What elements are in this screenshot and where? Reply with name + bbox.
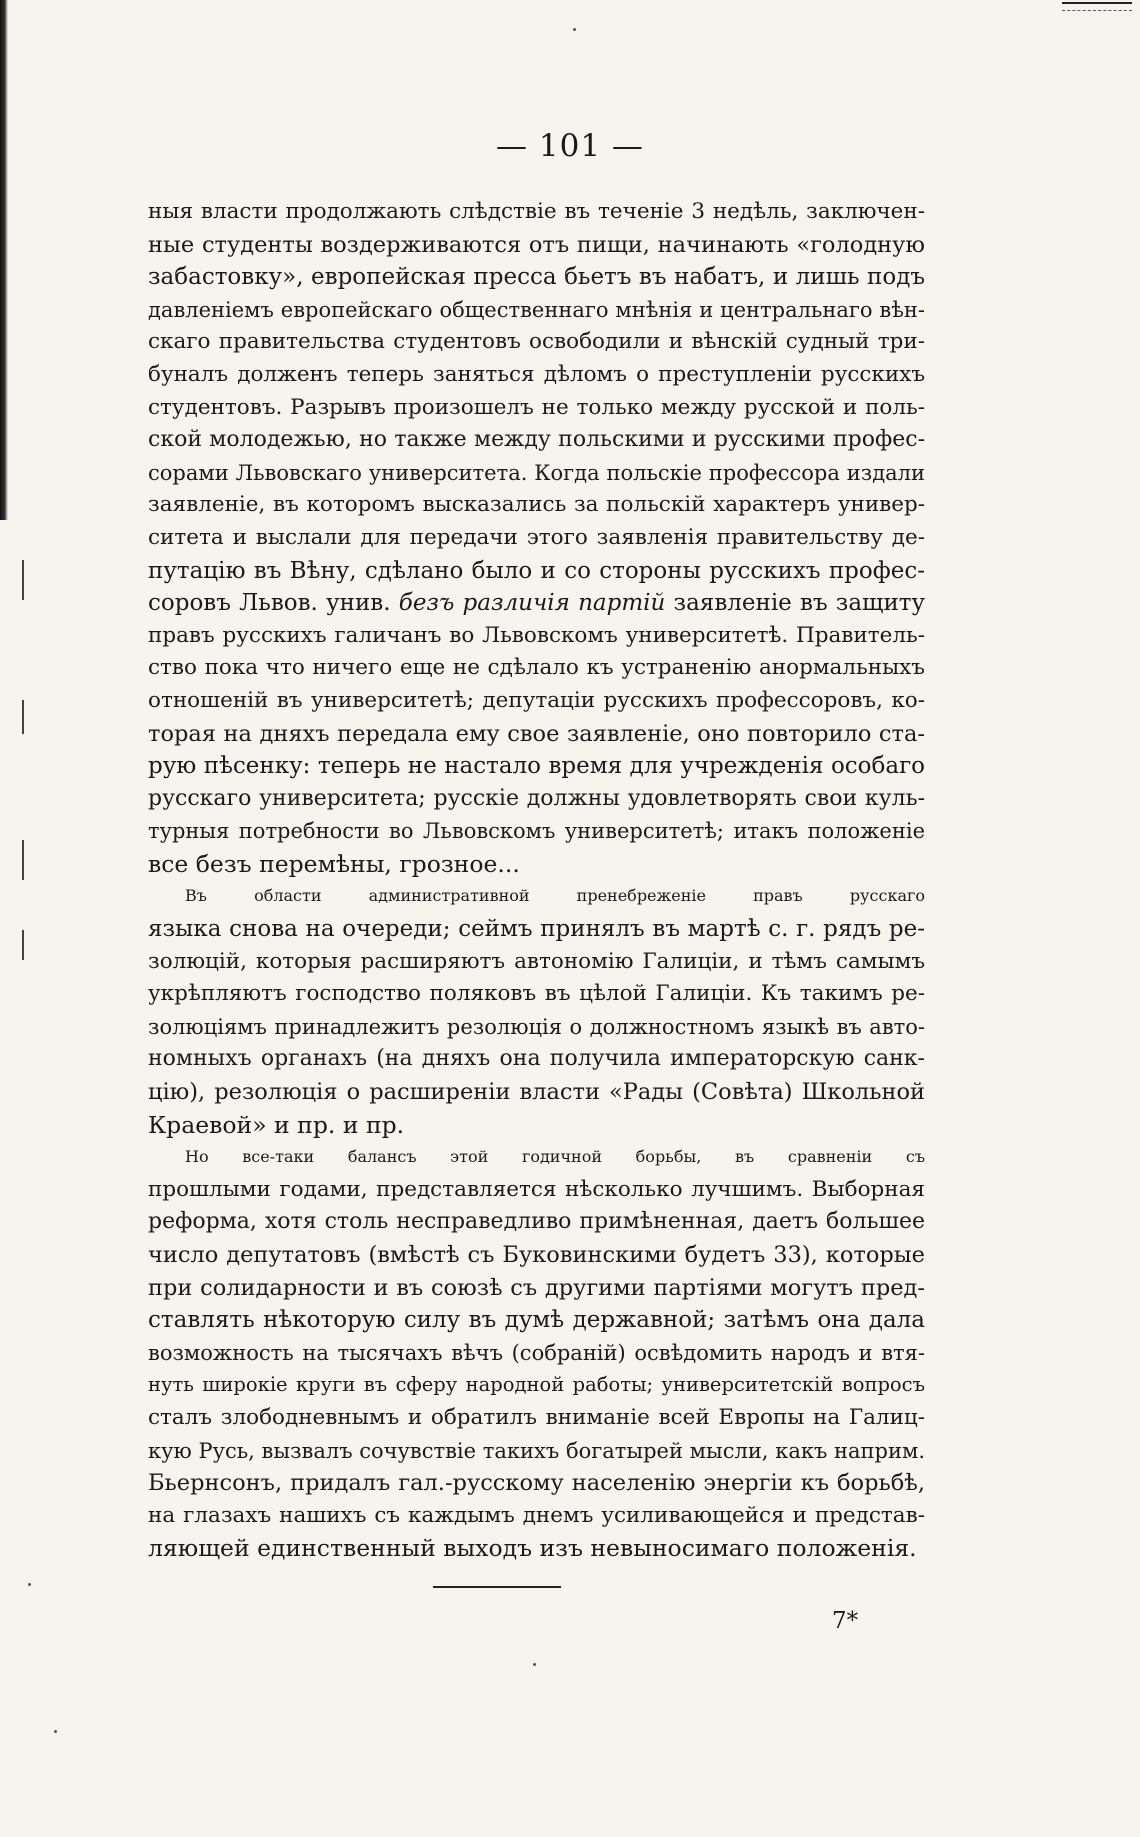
text-line: сталъ злободневнымъ и обратилъ вниманіе всей Европы на Галиц-: [148, 1404, 925, 1430]
text-segment: заявленіе въ защиту: [673, 590, 926, 617]
text-line: языка снова на очереди; сеймъ принялъ въ мартѣ с. г. рядъ ре-: [148, 916, 925, 943]
scan-edge-shadow: [0, 0, 8, 520]
text-line: число депутатовъ (вмѣстѣ съ Буковинскими будетъ 33), которые: [148, 1242, 925, 1268]
text-line: номныхъ органахъ (на дняхъ она получила императорскую санк-: [148, 1046, 925, 1072]
scan-margin-mark: [22, 840, 24, 880]
text-line: рую пѣсенку: теперь не настало время для учрежденія особаго: [148, 753, 925, 780]
text-line: Въ области административной пренебреженіе правъ русскаго: [185, 886, 925, 906]
text-line: все безъ перемѣны, грозное...: [148, 849, 520, 878]
text-line: кую Русь, вызвалъ сочувствіе такихъ богатырей мысли, какъ наприм.: [148, 1438, 925, 1463]
text-line: отношеній въ университетѣ; депутаціи русскихъ профессоровъ, ко-: [148, 687, 925, 713]
text-line: студентовъ. Разрывъ произошелъ не только между русской и поль-: [148, 394, 925, 420]
text-line: русскаго университета; русскіе должны удовлетворять свои куль-: [148, 785, 925, 811]
text-line: Краевой» и пр. и пр.: [148, 1110, 405, 1139]
text-line: путацію въ Вѣну, сдѣлано было и со стороны русскихъ профес-: [148, 557, 925, 584]
text-line-mixed: [148, 587, 925, 620]
text-line: скаго правительства студентовъ освободили и вѣнскій судный три-: [148, 329, 925, 355]
text-segment: соровъ Львов. унив.: [148, 590, 391, 617]
text-line: нуть широкіе круги въ сферу народной работы; университетскій вопросъ: [148, 1373, 925, 1397]
text-line: Но все-таки балансъ этой годичной борьбы, въ сравненіи съ: [185, 1147, 925, 1167]
text-line: ные студенты воздерживаются отъ пищи, начинають «голодную: [148, 231, 925, 258]
text-line: турныя потребности во Львовскомъ университетѣ; итакъ положеніе: [148, 819, 925, 844]
text-line: забастовку», европейская пресса бьетъ въ набатъ, и лишь подъ: [148, 264, 925, 291]
text-line: цію), резолюція о расширеніи власти «Рады (Совѣта) Школьной: [148, 1079, 925, 1106]
paragraph-2: [148, 880, 925, 1141]
scan-margin-mark: [22, 560, 24, 600]
text-line: на глазахъ нашихъ съ каждымъ днемъ усиливающейся и представ-: [148, 1502, 925, 1528]
page-number: — 101 —: [496, 128, 644, 164]
paragraph-1: [148, 196, 925, 880]
scan-margin-mark: [22, 700, 24, 734]
scan-speck: [573, 28, 576, 31]
text-line: ситета и выслали для передачи этого заявленія правительству де-: [148, 524, 925, 550]
scan-speck: [533, 1663, 536, 1666]
text-line: правъ русскихъ галичанъ во Львовскомъ университетѣ. Правитель-: [148, 622, 925, 648]
text-line: ныя власти продолжають слѣдствіе въ теченіе 3 недѣль, заключен-: [148, 199, 925, 224]
text-line: прошлыми годами, представляется нѣсколько лучшимъ. Выборная: [148, 1176, 925, 1202]
text-line: сорами Львовскаго университета. Когда польскіе профессора издали: [148, 460, 925, 485]
text-line: ство пока что ничего еще не сдѣлало къ устраненію анормальныхъ: [148, 655, 925, 681]
text-line: заявленіе, въ которомъ высказались за польскій характеръ универ-: [148, 492, 925, 518]
italic-emphasis: безъ различія партій: [398, 590, 666, 617]
text-line: буналъ долженъ теперь заняться дѣломъ о преступленіи русскихъ: [148, 361, 925, 387]
text-line: реформа, хотя столь несправедливо примѣненная, даетъ большее: [148, 1209, 925, 1235]
text-line: Бьернсонъ, придалъ гал.-русскому населенію энергіи къ борьбѣ,: [148, 1470, 925, 1497]
text-line: ставлять нѣкоторую силу въ думѣ державной; затѣмъ она дала: [148, 1307, 925, 1334]
text-line: возможность на тысячахъ вѣчъ (собраній) освѣдомить народъ и втя-: [148, 1340, 925, 1365]
section-rule: [433, 1586, 561, 1588]
body-text: [148, 196, 925, 1565]
text-line: ской молодежью, но также между польскими и русскими профес-: [148, 427, 925, 453]
text-line: золюціямъ принадлежитъ резолюція о должностномъ языкѣ въ авто-: [148, 1014, 925, 1039]
text-line: торая на дняхъ передала ему свое заявленіе, оно повторило ста-: [148, 720, 925, 747]
scan-speck: [28, 1583, 31, 1586]
signature-mark: 7*: [832, 1608, 859, 1634]
text-line: укрѣпляютъ господство поляковъ въ цѣлой Галиціи. Къ такимъ ре-: [148, 981, 925, 1007]
paragraph-3: [148, 1141, 925, 1565]
text-line: при солидарности и въ союзѣ съ другими партіями могутъ пред-: [148, 1274, 925, 1301]
scan-margin-mark: [22, 930, 24, 960]
scan-corner-mark: [1062, 2, 1132, 11]
text-line: давленіемъ европейскаго общественнаго мнѣнія и центральнаго вѣн-: [148, 297, 925, 322]
text-line: золюцій, которыя расширяютъ автономію Галиціи, и тѣмъ самымъ: [148, 948, 925, 974]
scan-speck: [54, 1730, 57, 1733]
text-line: ляющей единственный выходъ изъ невыносимаго положенія.: [148, 1534, 917, 1563]
